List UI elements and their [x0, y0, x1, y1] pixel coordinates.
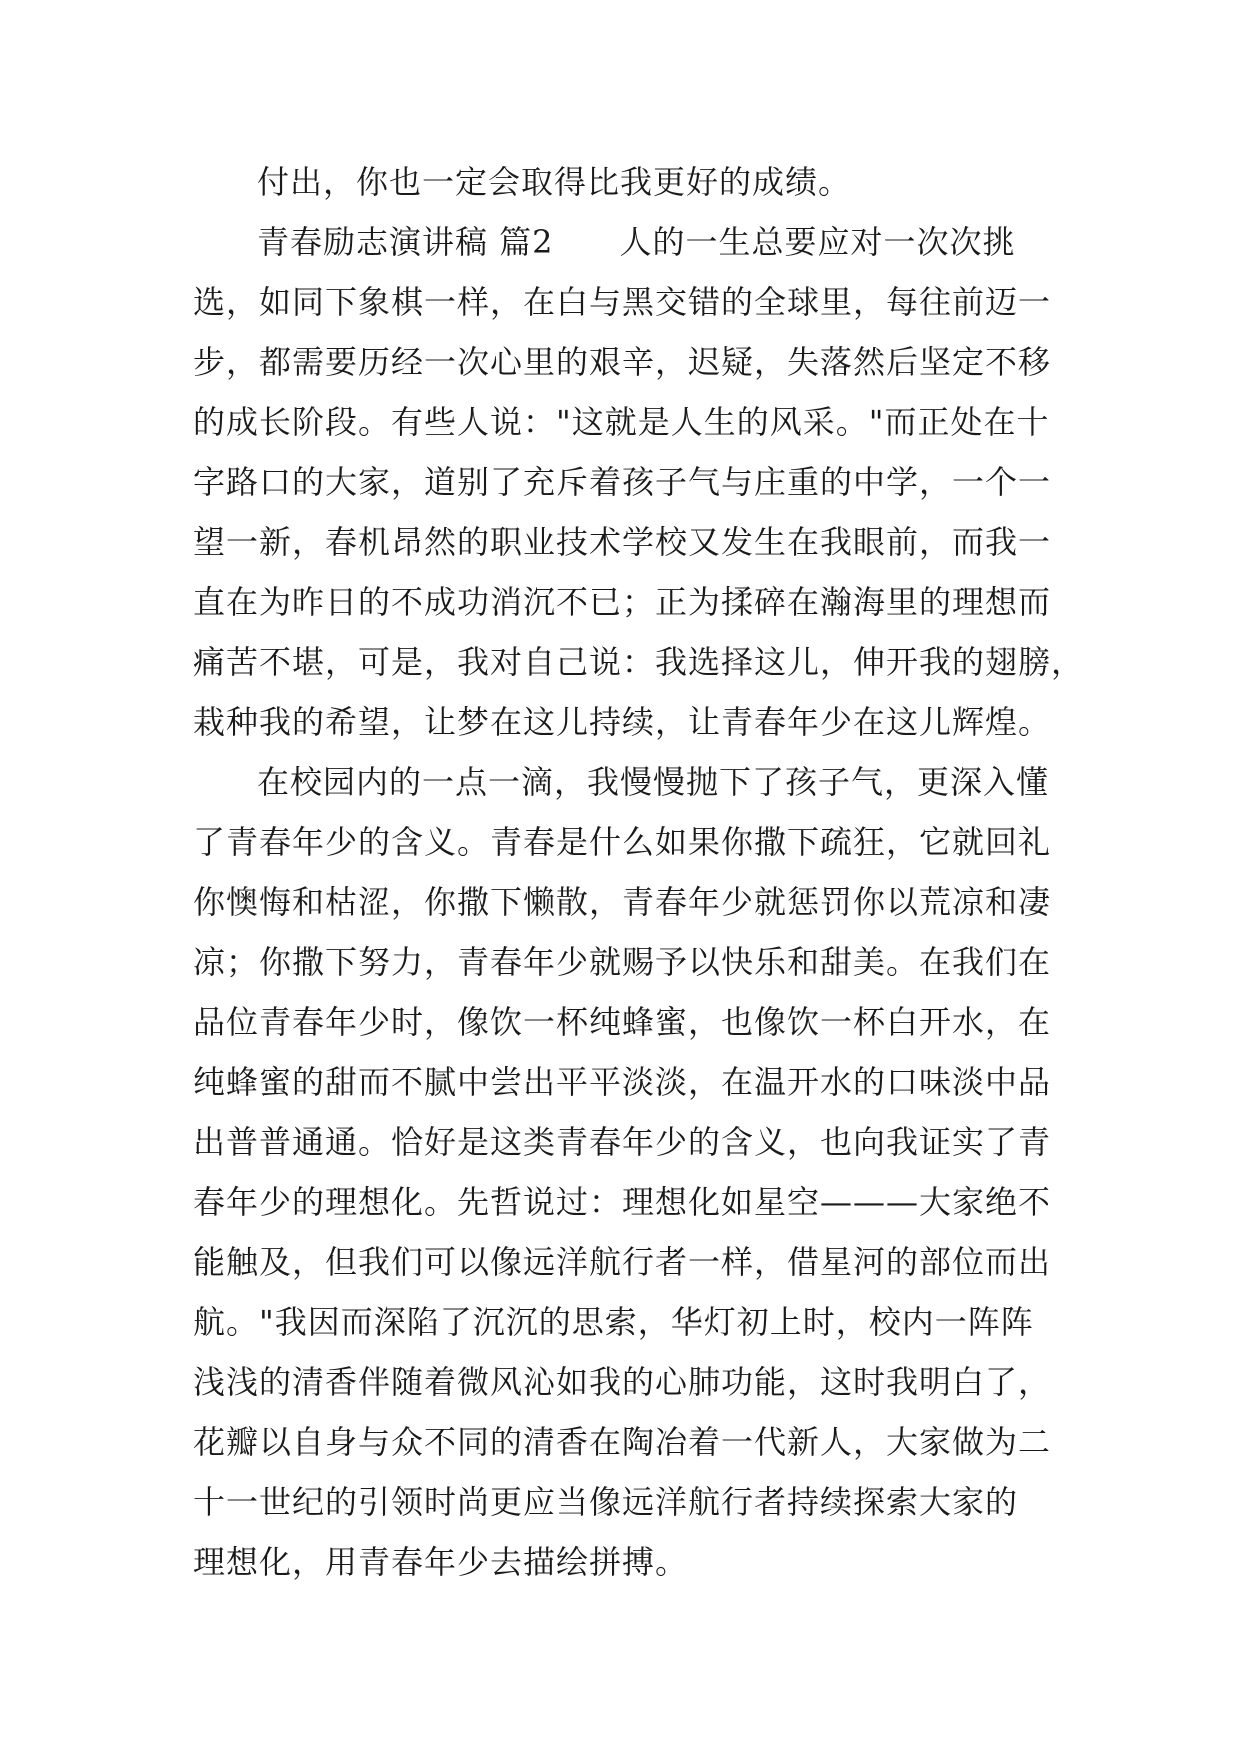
text-line: 你懊悔和枯涩，你撒下懒散，青春年少就惩罚你以荒凉和凄 [193, 883, 1052, 921]
text-line: 选，如同下象棋一样，在白与黑交错的全球里，每往前迈一 [193, 283, 1052, 321]
text-line: 浅浅的清香伴随着微风沁如我的心肺功能，这时我明白了， [193, 1363, 1052, 1401]
text-line: 字路口的大家，道别了充斥着孩子气与庄重的中学，一个一 [193, 463, 1052, 501]
text-line: 纯蜂蜜的甜而不腻中尝出平平淡淡，在温开水的口味淡中品 [193, 1063, 1052, 1101]
text-line: 出普普通通。恰好是这类青春年少的含义，也向我证实了青 [193, 1123, 1052, 1161]
text-line: 望一新，春机昂然的职业技术学校又发生在我眼前，而我一 [193, 523, 1052, 561]
text-line: 青春励志演讲稿 篇2 人的一生总要应对一次次挑 [257, 223, 1016, 261]
document-body [193, 152, 1085, 1592]
text-line: 在校园内的一点一滴，我慢慢抛下了孩子气，更深入懂 [257, 763, 1050, 801]
text-line: 步，都需要历经一次心里的艰辛，迟疑，失落然后坚定不移 [193, 343, 1052, 381]
text-line: 能触及，但我们可以像远洋航行者一样，借星河的部位而出 [193, 1243, 1052, 1281]
text-line: 花瓣以自身与众不同的清香在陶冶着一代新人，大家做为二 [193, 1423, 1052, 1461]
text-line: 付出，你也一定会取得比我更好的成绩。 [257, 163, 852, 201]
text-line: 栽种我的希望，让梦在这儿持续，让青春年少在这儿辉煌。 [193, 703, 1052, 741]
text-line: 航。"我因而深陷了沉沉的思索，华灯初上时，校内一阵阵 [193, 1303, 1034, 1341]
text-line: 直在为昨日的不成功消沉不已；正为揉碎在瀚海里的理想而 [193, 583, 1052, 621]
text-line: 痛苦不堪，可是，我对自己说：我选择这儿，伸开我的翅膀， [193, 643, 1085, 681]
text-line: 理想化，用青春年少去描绘拼搏。 [193, 1543, 689, 1581]
text-line: 了青春年少的含义。青春是什么如果你撒下疏狂，它就回礼 [193, 823, 1052, 861]
text-line: 的成长阶段。有些人说："这就是人生的风采。"而正处在十 [193, 403, 1050, 441]
text-line: 春年少的理想化。先哲说过：理想化如星空———大家绝不 [193, 1183, 1052, 1221]
text-line: 品位青春年少时，像饮一杯纯蜂蜜，也像饮一杯白开水，在 [193, 1003, 1052, 1041]
text-line: 十一世纪的引领时尚更应当像远洋航行者持续探索大家的 [193, 1483, 1019, 1521]
text-line: 凉；你撒下努力，青春年少就赐予以快乐和甜美。在我们在 [193, 943, 1052, 981]
